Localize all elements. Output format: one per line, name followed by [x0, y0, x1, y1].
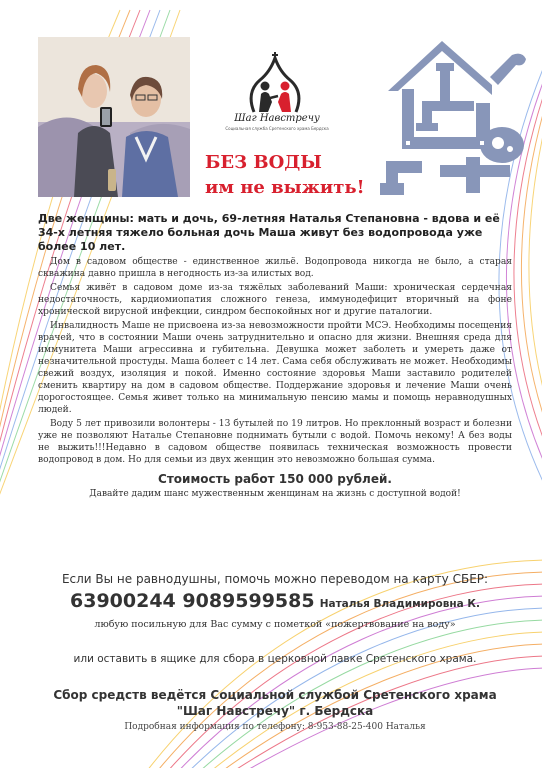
donation-note: любую посильную для Вас сумму с пометкой «пожертвование на воду» [94, 619, 456, 630]
paragraph-disability: Инвалидность Маше не присвоена из-за невозможности пройти МСЭ. Необходимы посещения врачей, что в состоянии Маши очень затруднительно и опасно для жизни. Внешняя среда для иммунитета Маши агрессивна и губительна. Девушка может заболеть и умереть даже от незначительной простуды. Маша болеет с 14 лет. Сама себя обслуживать не может. Необходимы свежий воздух, изоляция и покой. Именно состояние здоровья Маши заставило родителей сменить квартиру на дом в садовом обществе. Поддержание здоровья и лечение Маши очень дорогостоящее. Семья живет только на минимальную пенсию мамы и помощь неравнодушных людей. [38, 321, 512, 415]
logo-name: Шаг Навстречу [234, 113, 320, 124]
card-number: 63900244 9089599585 [70, 590, 315, 612]
paragraph-water: Воду 5 лет привозили волонтеры - 13 бутылей по 19 литров. Но преклонный возраст и болезни уже не позволяют Наталье Степановне поднимать бутыли с водой. Помочь некому! А без воды не выжить!!!Недавно в садовом обществе появилась техническая возможность провести водопровод в дом. Но для семьи из двух женщин это невозможно большая сумма. [38, 419, 512, 465]
headline-line-1: БЕЗ ВОДЫ [205, 152, 322, 173]
church-dome-logo-icon [251, 52, 299, 112]
footer-line-1: Сбор средств ведётся Социальной службой Сретенского храма [53, 688, 497, 702]
logo-subtitle: Социальная служба Сретенского храма Бердска [225, 126, 329, 131]
paragraph-illness: Семья живёт в садовом доме из-за тяжёлых заболеваний Маши: хроническая сердечная недостаточность, кардиомиопатия сложного генеза, иммунодефицит вторичный на фоне хронической вирусной инфекции, синдром беспокойных ног и другие паталогии. [38, 283, 512, 317]
cost-title: Стоимость работ 150 000 рублей. [158, 472, 392, 486]
headline-line-2: им не выжить! [205, 177, 365, 198]
paragraph-home: Дом в садовом обществе - единственное жильё. Водопровода никогда не было, а старая скважина давно пришла в негодность из-за илистых вод. [38, 257, 512, 279]
donation-intro: Если Вы не равнодушны, помочь можно переводом на карту СБЕР: [61, 572, 489, 586]
lead-paragraph: Две женщины: мать и дочь, 69-летняя Наталья Степановна - вдова и её 34-х летняя тяжело больная дочь Маша живут без водопровода уже более 10 лет. [38, 212, 500, 253]
photo-mother-and-daughter [38, 37, 190, 197]
main-content [38, 212, 512, 499]
card-holder: Наталья Владимировна К. [319, 598, 480, 610]
donation-box-note: или оставить в ящике для сбора в церковной лавке Сретенского храма. [73, 653, 477, 665]
card-line [38, 590, 512, 612]
headline [205, 150, 405, 200]
footer-line-2: "Шаг Навстречу" г. Бердска [176, 704, 374, 718]
cost-subtitle: Давайте дадим шанс мужественным женщинам на жизнь с доступной водой! [89, 489, 461, 499]
footer-contact: Подробная информация по телефону: 8-953-88-25-400 Наталья [124, 722, 426, 732]
